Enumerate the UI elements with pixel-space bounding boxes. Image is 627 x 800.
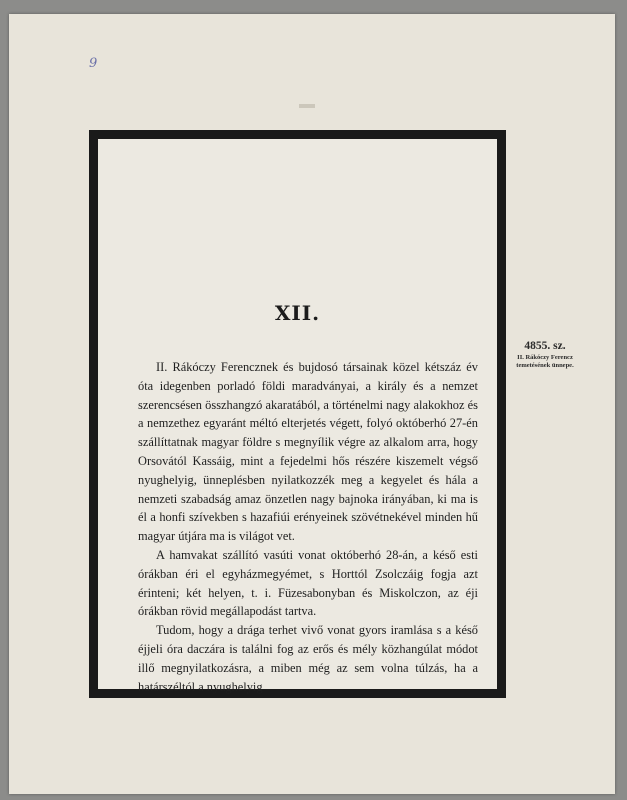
- chapter-heading: XII.: [274, 301, 321, 325]
- paragraph: Tudom, hogy a drága terhet vivő vonat gyors iramlása s a késő éjjeli óra daczára is találni fog az erős és mély közhangúlat módot illő megnyilatkozásra, a miben még az sem volna túlzás, ha a határszéltól a nyughelyig: [138, 623, 478, 694]
- paragraph: II. Rákóczy Ferencznek és bujdosó társainak közel kétszáz év óta idegenben porladó földi maradványai, a király és a nemzet szerencsésen összhangzó akaratából, a történelmi nagy alakokhoz és a nemzethez egyaránt méltó elterjetés végett, folyó októberhó 27-én szállíttatnak magyar földre s megnyílik végre az alkalom arra, hogy Orsovától Kassáig, mint a fejedelmi hős részére kiszemelt végső nyughelyig, ünneplésben nyilatkozzék meg a kegyelet és hála a nemzeti szabadság amaz önzetlen nagy bajnoka irányában, ki ma is él a honfi szívekben s hazafiúi erényeinek szövétnekével minden hű magyar útjára ma is világot vet.: [138, 360, 478, 544]
- margin-note-number: 4855. sz.: [524, 340, 566, 352]
- body-text: [138, 358, 478, 696]
- handwritten-page-number: 9: [89, 56, 98, 71]
- margin-note: [505, 340, 585, 370]
- bleed-through-mark: [299, 104, 315, 108]
- paragraph: A hamvakat szállító vasúti vonat októberhó 28-án, a késő esti órákban éri el egyházmegyémet, s Horttól Zsolczáig fogja azt érinteni; két helyen, t. i. Füzesabonyban és Miskolczon, az éji órákban rövid megállapodást tartva.: [138, 547, 478, 619]
- margin-note-description: II. Rákóczy Ferencz temetésének ünnepe.: [516, 354, 574, 369]
- mourning-border-frame: [89, 130, 506, 698]
- document-page: [9, 14, 615, 794]
